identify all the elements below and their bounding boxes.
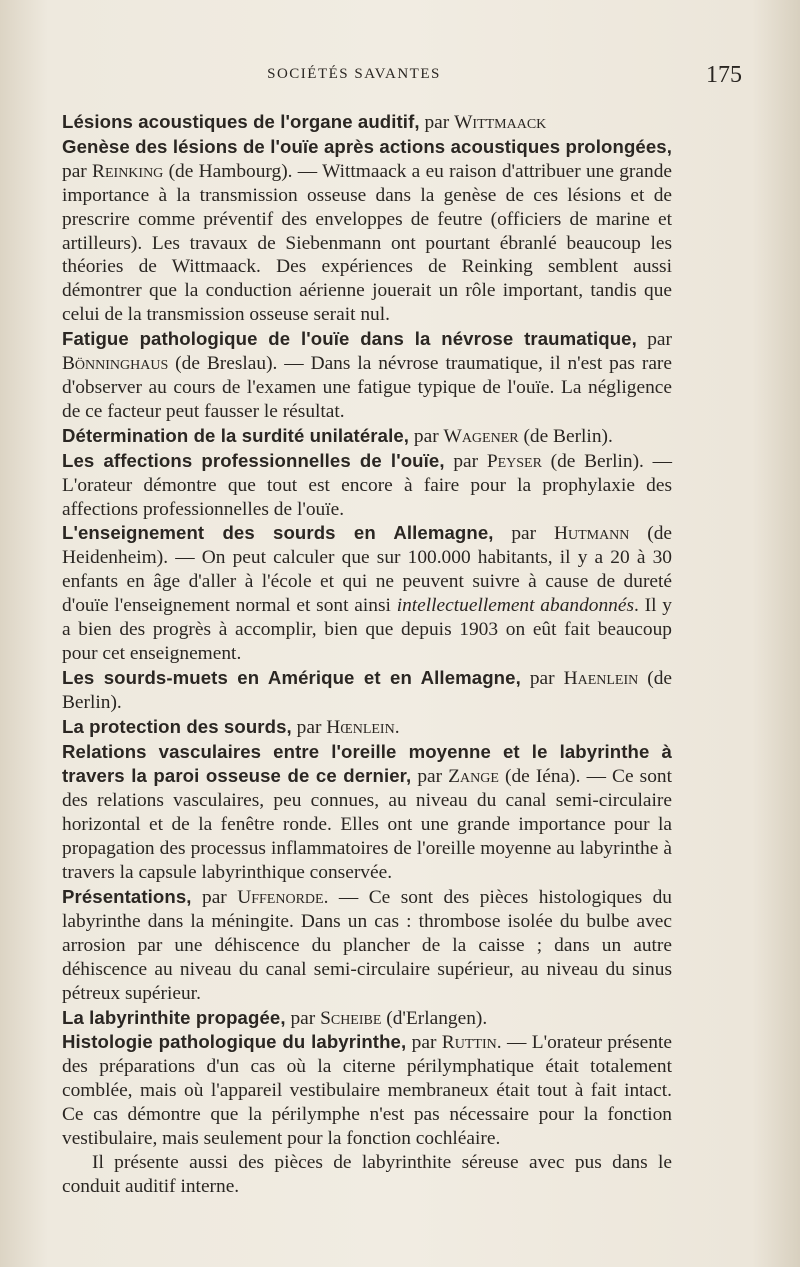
entry-peyser: [62, 449, 672, 522]
entry-title: Lésions acoustiques de l'organe auditif,: [62, 111, 420, 132]
by-word: par: [411, 766, 449, 788]
entry-hoenlein: [62, 715, 672, 740]
page-header: [36, 62, 742, 88]
entry-body: (de Berlin).: [62, 667, 672, 713]
running-head: SOCIÉTÉS SAVANTES: [267, 66, 441, 82]
closing-paragraph: Il présente aussi des pièces de labyrinthite séreuse avec pus dans le conduit auditif interne.: [62, 1151, 672, 1197]
by-word: par: [444, 450, 487, 472]
by-word: par: [493, 523, 554, 545]
page-number: 175: [706, 62, 742, 88]
by-word: par: [409, 425, 444, 447]
author: Hutmann: [553, 523, 630, 545]
entry-wittmaack: [62, 110, 672, 135]
entry-uffenorde: [62, 885, 672, 1006]
entry-ruttin: [62, 1030, 672, 1151]
author: Hœnlein: [326, 716, 395, 738]
entry-body: (d'Erlangen).: [381, 1007, 488, 1029]
entry-hutmann: [62, 521, 672, 665]
entry-body: (de Heidenheim). — On peut calculer que sur 100.000 habitants, il y a 20 à 30 enfants en âge d'aller à l'école et qui ne peuvent suivre à cause de dureté d'ouïe l'enseignement normal et sont ainsi: [62, 523, 672, 617]
author: Bönninghaus: [62, 353, 169, 375]
author: Scheibe: [320, 1007, 382, 1029]
entry-body: (de Hambourg). — Wittmaack a eu raison d'attribuer une grande importance à la transmission osseuse dans la genèse de ces lésions et de prescrire comme préventif des enveloppes de feutre (officiers de marine et artilleurs). Les travaux de Siebenmann ont pourtant ébranlé beaucoup les théories de Wittmaack. Des expériences de Reinking semblent aussi démontrer que la conduction aérienne jouerait un rôle important, tandis que celui de la transmission osseuse serait nul.: [62, 160, 672, 326]
by-word: par: [419, 112, 455, 133]
entry-body: . — Ce sont des pièces histologiques du labyrinthe dans la méningite. Dans un cas : thrombose isolée du bulbe avec arrosion par une déhiscence du plancher de la caisse ; dans un autre déhiscence au niveau du canal semi-circulaire supérieur, au niveau du sinus pétreux supérieur.: [62, 887, 672, 1004]
entry-title: Les affections professionnelles de l'ouïe,: [62, 449, 445, 471]
entry-title: L'enseignement des sourds en Allemagne,: [62, 522, 494, 544]
entry-haenlein: [62, 666, 672, 715]
author: Haenlein: [563, 667, 639, 689]
author: Reinking: [92, 160, 164, 182]
by-word: par: [291, 716, 327, 738]
entry-body: (de Breslau). — Dans la névrose traumatique, il n'est pas rare d'observer au cours de l'examen une fatigue typique de l'ouïe. La négligence de ce facteur peut fausser le résultat.: [62, 353, 672, 422]
author: Wagener: [443, 425, 519, 447]
entry-body: .: [394, 716, 400, 738]
entry-title: La protection des sourds,: [62, 715, 292, 737]
entry-body: (de Iéna). — Ce sont des relations vasculaires, peu connues, au niveau du canal semi-circulaire horizontal et de la fenêtre ronde. Elles ont une grande importance pour la propagation des processus inflammatoires de l'oreille moyenne au labyrinthe à travers la capsule labyrinthique conservée.: [62, 766, 672, 884]
entry-scheibe: [62, 1006, 672, 1031]
entry-title: La labyrinthite propagée,: [62, 1006, 286, 1028]
entry-bonninghaus: [62, 327, 672, 424]
entry-body: (de Berlin). — L'orateur démontre que tout est encore à faire pour la prophylaxie des affections professionnelles de l'ouïe.: [62, 450, 672, 520]
entry-zange: [62, 740, 672, 885]
by-word: par: [406, 1032, 442, 1054]
entry-title: Présentations,: [62, 886, 192, 907]
by-word: par: [520, 667, 564, 689]
entry-body-continued: . Il y a bien des progrès à accomplir, bien que depuis 1903 on eût fait beaucoup pour cet enseignement.: [62, 595, 672, 664]
entry-title: Histologie pathologique du labyrinthe,: [62, 1031, 407, 1053]
entry-title: Fatigue pathologique de l'ouïe dans la névrose traumatique,: [62, 328, 637, 350]
entry-italic: intellectuellement abandonnés: [396, 595, 635, 617]
author: Uffenorde: [237, 887, 324, 908]
by-word: par: [285, 1007, 321, 1029]
author: Ruttin: [441, 1032, 497, 1054]
author: Zange: [448, 766, 499, 788]
entry-body: . — L'orateur présente des préparations d'un cas où la citerne périlymphatique était totalement comblée, mais où l'appareil vestibulaire membraneux était tout à fait intact. Ce cas démontre que la périlymphe n'est pas nécessaire pour la fonction vestibulaire, mais seulement pour la fonction cochléaire.: [62, 1032, 672, 1150]
entry-body: (de Berlin).: [518, 425, 613, 447]
entry-title: Les sourds-muets en Amérique et en Allemagne,: [62, 666, 521, 688]
entry-reinking: [62, 135, 672, 327]
entry-wagener: [62, 424, 672, 449]
entry-title: Détermination de la surdité unilatérale,: [62, 424, 410, 446]
author: Peyser: [486, 450, 542, 472]
entry-title: Relations vasculaires entre l'oreille moyenne et le labyrinthe à travers la paroi osseuse de ce dernier,: [62, 740, 672, 787]
author: Wittmaack: [454, 112, 547, 133]
by-word: par: [636, 329, 672, 351]
body-text: [62, 110, 672, 1199]
entry-title: Genèse des lésions de l'ouïe après actions acoustiques prolongées,: [62, 135, 672, 157]
by-word: par: [191, 887, 238, 908]
by-word: par: [62, 160, 93, 182]
